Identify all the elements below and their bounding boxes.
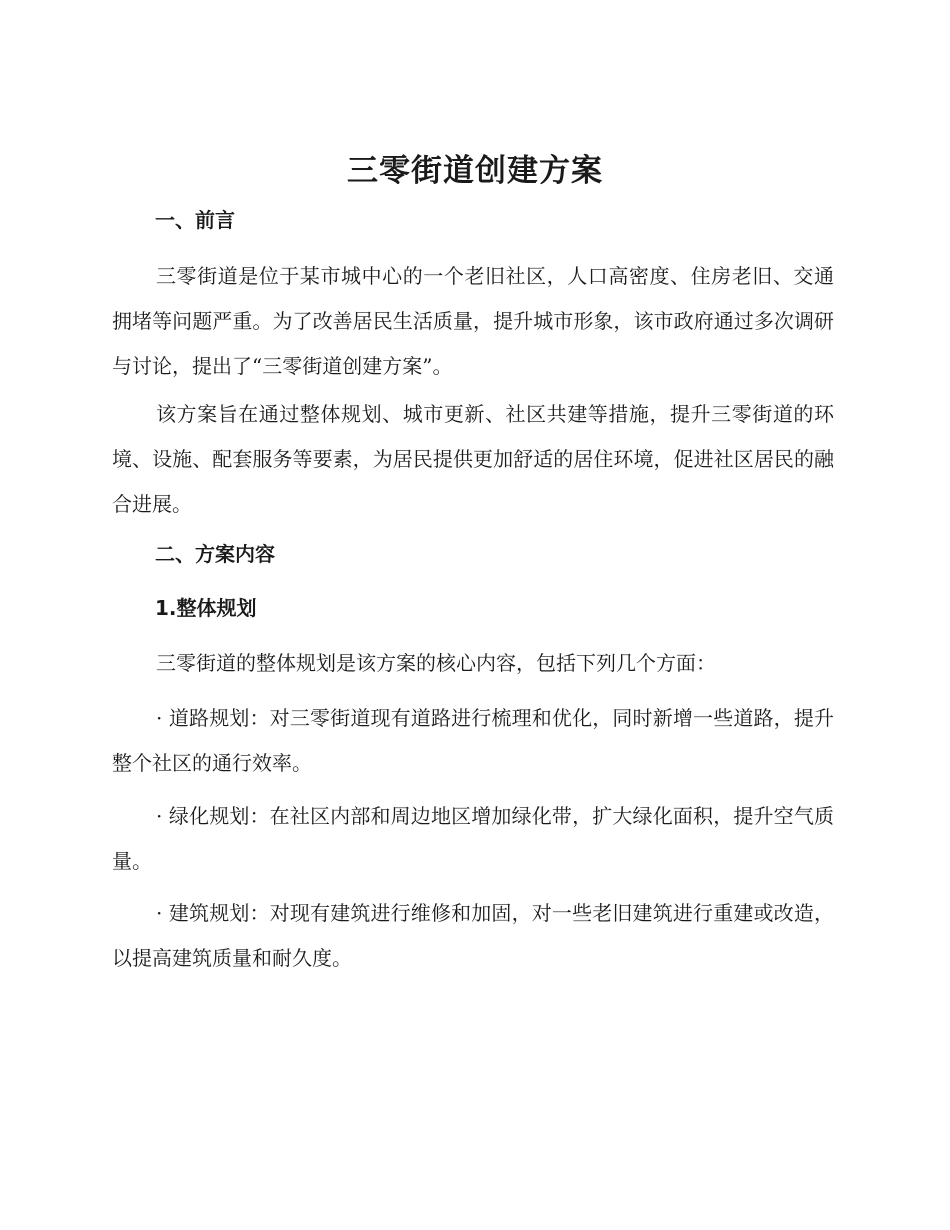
subsection-heading-overall-planning: 1.整体规划 xyxy=(155,596,257,620)
overall-planning-intro: 三零街道的整体规划是该方案的核心内容，包括下列几个方面： xyxy=(156,651,716,675)
section-heading-preface: 一、前言 xyxy=(155,208,235,232)
bullet-road-planning: · 道路规划：对三零街道现有道路进行梳理和优化，同时新增一些道路，提升整个社区的通行效率。 xyxy=(112,706,834,775)
document-title: 三零街道创建方案 xyxy=(347,153,603,189)
preface-paragraph-1: 三零街道是位于某市城中心的一个老旧社区，人口高密度、住房老旧、交通拥堵等问题严重。为了改善居民生活质量，提升城市形象，该市政府通过多次调研与讨论，提出了“三零街道创建方案”。 xyxy=(112,264,834,378)
bullet-greening-planning: · 绿化规划：在社区内部和周边地区增加绿化带，扩大绿化面积，提升空气质量。 xyxy=(112,804,834,873)
bullet-building-planning: · 建筑规划：对现有建筑进行维修和加固，对一些老旧建筑进行重建或改造，以提高建筑质量和耐久度。 xyxy=(112,901,834,970)
preface-paragraph-2: 该方案旨在通过整体规划、城市更新、社区共建等措施，提升三零街道的环境、设施、配套服务等要素，为居民提供更加舒适的居住环境，促进社区居民的融合进展。 xyxy=(112,402,834,516)
section-heading-content: 二、方案内容 xyxy=(155,542,275,566)
